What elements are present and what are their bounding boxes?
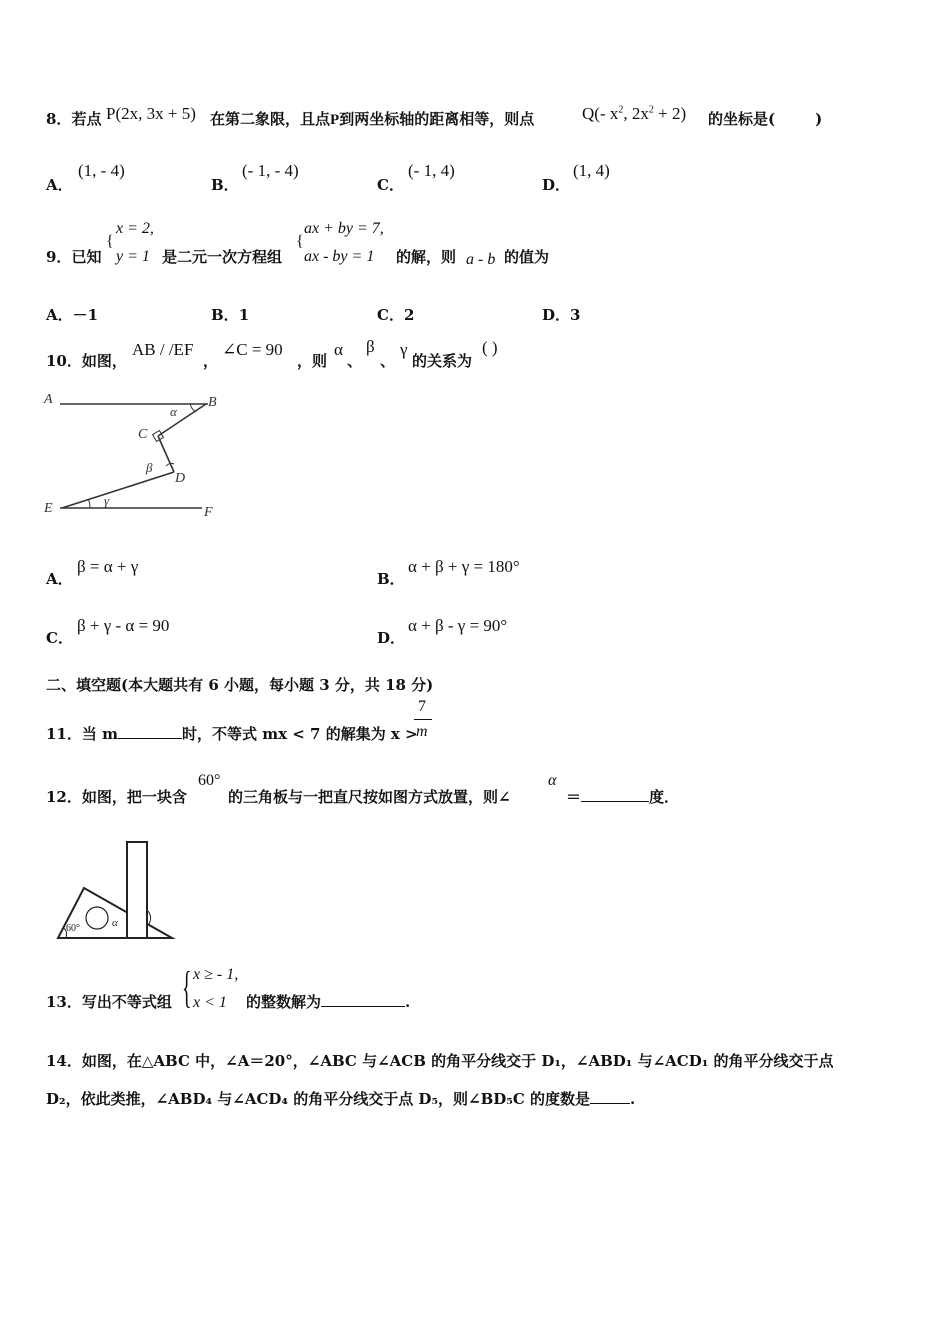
q9-text-3: 的解，则 [396,248,457,266]
q8-number: 8． [46,110,72,128]
q13-inequality-2: x < 1 [193,994,227,1011]
q12-degree: 60° [198,772,221,789]
fig10-label-beta: β [146,460,153,475]
q11-fraction-num: 7 [418,698,426,715]
question-14-line-2: D₂，依此类推，∠ABD₄ 与∠ACD₄ 的角平分线交于点 D₅，则∠BD₅C 的度数是 . [46,1090,636,1108]
fig12-label-60: 60° [66,923,80,934]
fig10-label-d: D [175,471,186,486]
question-14-line-1: 14．如图，在△ABC 中，∠A＝20°，∠ABC 与∠ACB 的角平分线交于 D₁，∠ABD₁ 与∠ACD₁ 的角平分线交于点 [46,1052,834,1070]
q10-alpha: α [334,340,343,359]
section-2-heading: 二、填空题(本大题共有 6 小题，每小题 3 分，共 18 分) [46,676,434,694]
q8-option-b[interactable]: B． [211,176,239,194]
q10-text-3: 的关系为 [412,352,473,370]
q10-text-2: ，则 [297,352,328,370]
q13-inequality-1: x ≥ - 1, [193,966,239,983]
q11-number: 11． [46,725,82,743]
q11-fraction-den: m [416,723,428,740]
fig10-label-e: E [44,501,53,516]
q8-option-b-value: (- 1, - 4) [242,161,299,180]
q10-gamma: γ [400,340,408,359]
fig10-label-f: F [204,505,213,520]
q9-system-1-line2: y = 1 [116,248,150,265]
q10-option-b[interactable]: B． [377,570,405,588]
q8-point-q: Q(- $x^2$, $2x^2 + 2$) [582,104,687,123]
q10-option-b-value: α + β + γ = 180° [408,557,520,576]
q8-text-2: 在第二象限，且点P到两坐标轴的距离相等，则点 [210,110,535,128]
q12-text-3: ＝ 度． [566,788,680,806]
q8-option-a-value: (1, - 4) [78,161,125,180]
q10-option-a-value: β = α + γ [77,557,139,576]
fig10-label-b: B [208,395,217,410]
q10-comma: ， [203,352,219,370]
question-8: 8．若点 [46,110,102,128]
q9-option-b[interactable]: B．1 [211,306,250,324]
q11-answer-blank[interactable] [118,724,182,739]
q11-fraction-bar [414,719,432,720]
q9-option-c[interactable]: C．2 [377,306,415,324]
q10-option-c[interactable]: C． [46,629,73,647]
fig10-label-alpha: α [170,404,177,419]
q10-option-c-value: β + γ - α = 90 [77,616,170,635]
q10-answer-paren: ( ) [482,338,498,357]
q8-option-a[interactable]: A． [46,176,73,194]
fig10-label-c: C [138,427,148,442]
q14-answer-blank[interactable] [590,1089,630,1104]
q12-figure [52,836,182,946]
q10-option-a[interactable]: A． [46,570,73,588]
q9-option-d[interactable]: D．3 [542,306,581,324]
q12-alpha: α [548,772,557,789]
fig10-label-a: A [44,392,53,407]
q13-text-2: 的整数解为 . [246,993,411,1011]
q9-text-4: 的值为 [504,248,550,266]
fig12-label-alpha: α [112,917,118,929]
question-10: 10．如图， [46,352,127,370]
q13-brace: { [182,963,192,1012]
q9-text-2: 是二元一次方程组 [162,248,283,266]
q13-number: 13． [46,993,82,1011]
question-13: 13．写出不等式组 [46,993,172,1011]
q8-option-c[interactable]: C． [377,176,404,194]
q10-sep-2: 、 [380,352,396,370]
q9-expression: a - b [466,251,496,268]
q13-answer-blank[interactable] [321,992,405,1007]
q9-system-2-line1: ax + by = 7, [304,220,384,237]
q10-number: 10． [46,352,82,370]
q12-answer-blank[interactable] [581,787,649,802]
q14-number: 14． [46,1052,82,1070]
q12-text-2: 的三角板与一把直尺按如图方式放置，则∠ [228,788,511,806]
q9-brace-1: { [106,233,114,250]
q8-option-d[interactable]: D． [542,176,571,194]
q10-option-d[interactable]: D． [377,629,406,647]
q10-beta: β [366,337,375,356]
q9-option-a[interactable]: A．－1 [46,306,99,324]
q10-condition-2: ∠C = 90 [222,340,283,359]
q10-figure [40,388,230,522]
q9-system-1-line1: x = 2, [116,220,154,237]
q9-number: 9． [46,248,72,266]
q10-option-d-value: α + β - γ = 90° [408,616,508,635]
q9-system-2-line2: ax - by = 1 [304,248,375,265]
q10-condition-1: AB / /EF [132,340,194,359]
q8-point-p: P(2x, 3x + 5) [106,104,196,123]
q8-option-d-value: (1, 4) [573,161,610,180]
q12-number: 12． [46,788,82,806]
question-12: 12．如图，把一块含 [46,788,187,806]
q9-brace-2: { [296,233,304,250]
q10-sep-1: 、 [347,352,363,370]
fig10-label-gamma: γ [104,493,110,508]
q8-option-c-value: (- 1, 4) [408,161,455,180]
question-9: 9．已知 [46,248,102,266]
question-11: 11．当 m 时，不等式 mx < 7 的解集为 x > [46,725,418,743]
q8-text-4: 的坐标是( ) [708,110,823,128]
